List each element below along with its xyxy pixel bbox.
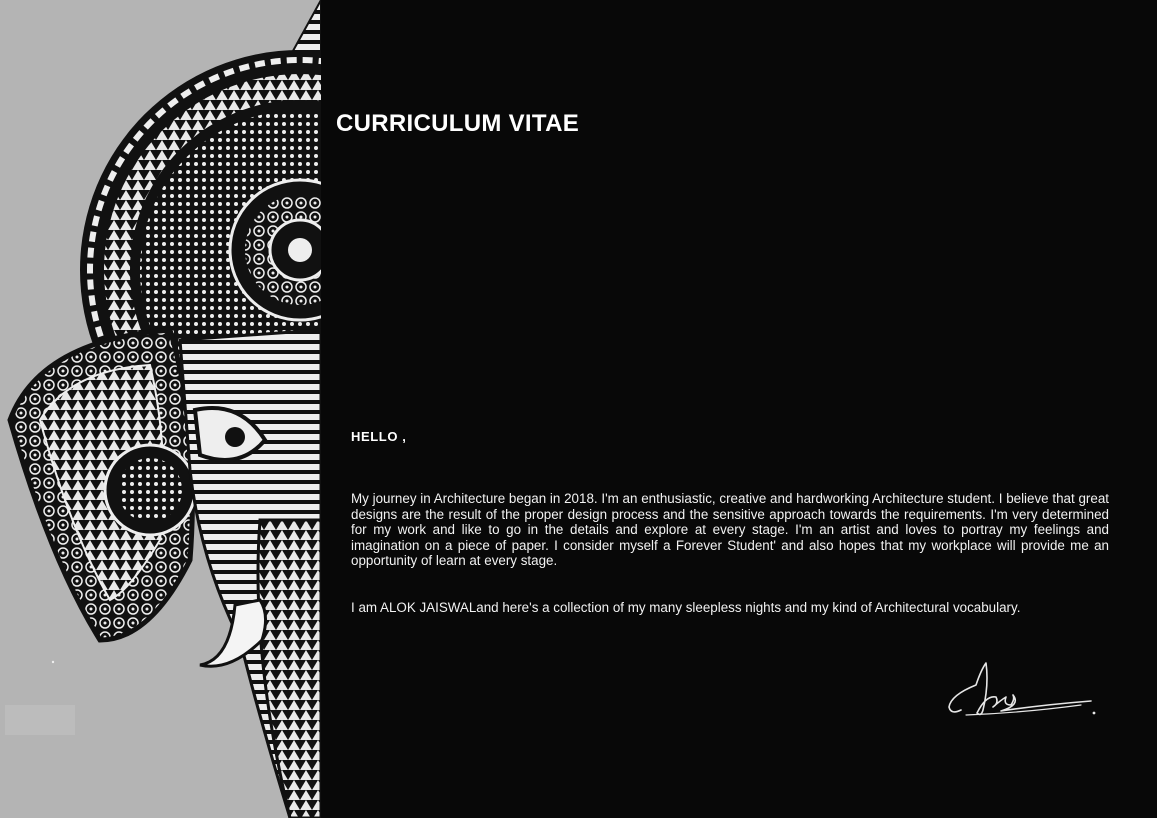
mandala-elephant-illustration (0, 0, 321, 818)
signature-image (941, 655, 1101, 725)
intro-paragraph: My journey in Architecture began in 2018. I'm an enthusiastic, creative and hardworking Architecture student. I believe that great designs are the result of the proper design process and the sensitive approach towards the requirements. I'm very determined for my work and like to go in the details and explore at every stage. I'm an artist and loves to portray my feelings and imagination on a piece of paper. I consider myself a Forever Student' and also hopes that my workplace will provide me an opportunity of learn at every stage. (351, 491, 1109, 569)
closing-statement: I am ALOK JAISWALand here's a collection of my many sleepless nights and my kind of Architectural vocabulary. (351, 600, 1021, 615)
elephant-artwork (0, 0, 321, 818)
page-title: CURRICULUM VITAE (336, 110, 580, 137)
greeting-heading: HELLO , (351, 429, 407, 444)
content-panel (321, 0, 1157, 818)
